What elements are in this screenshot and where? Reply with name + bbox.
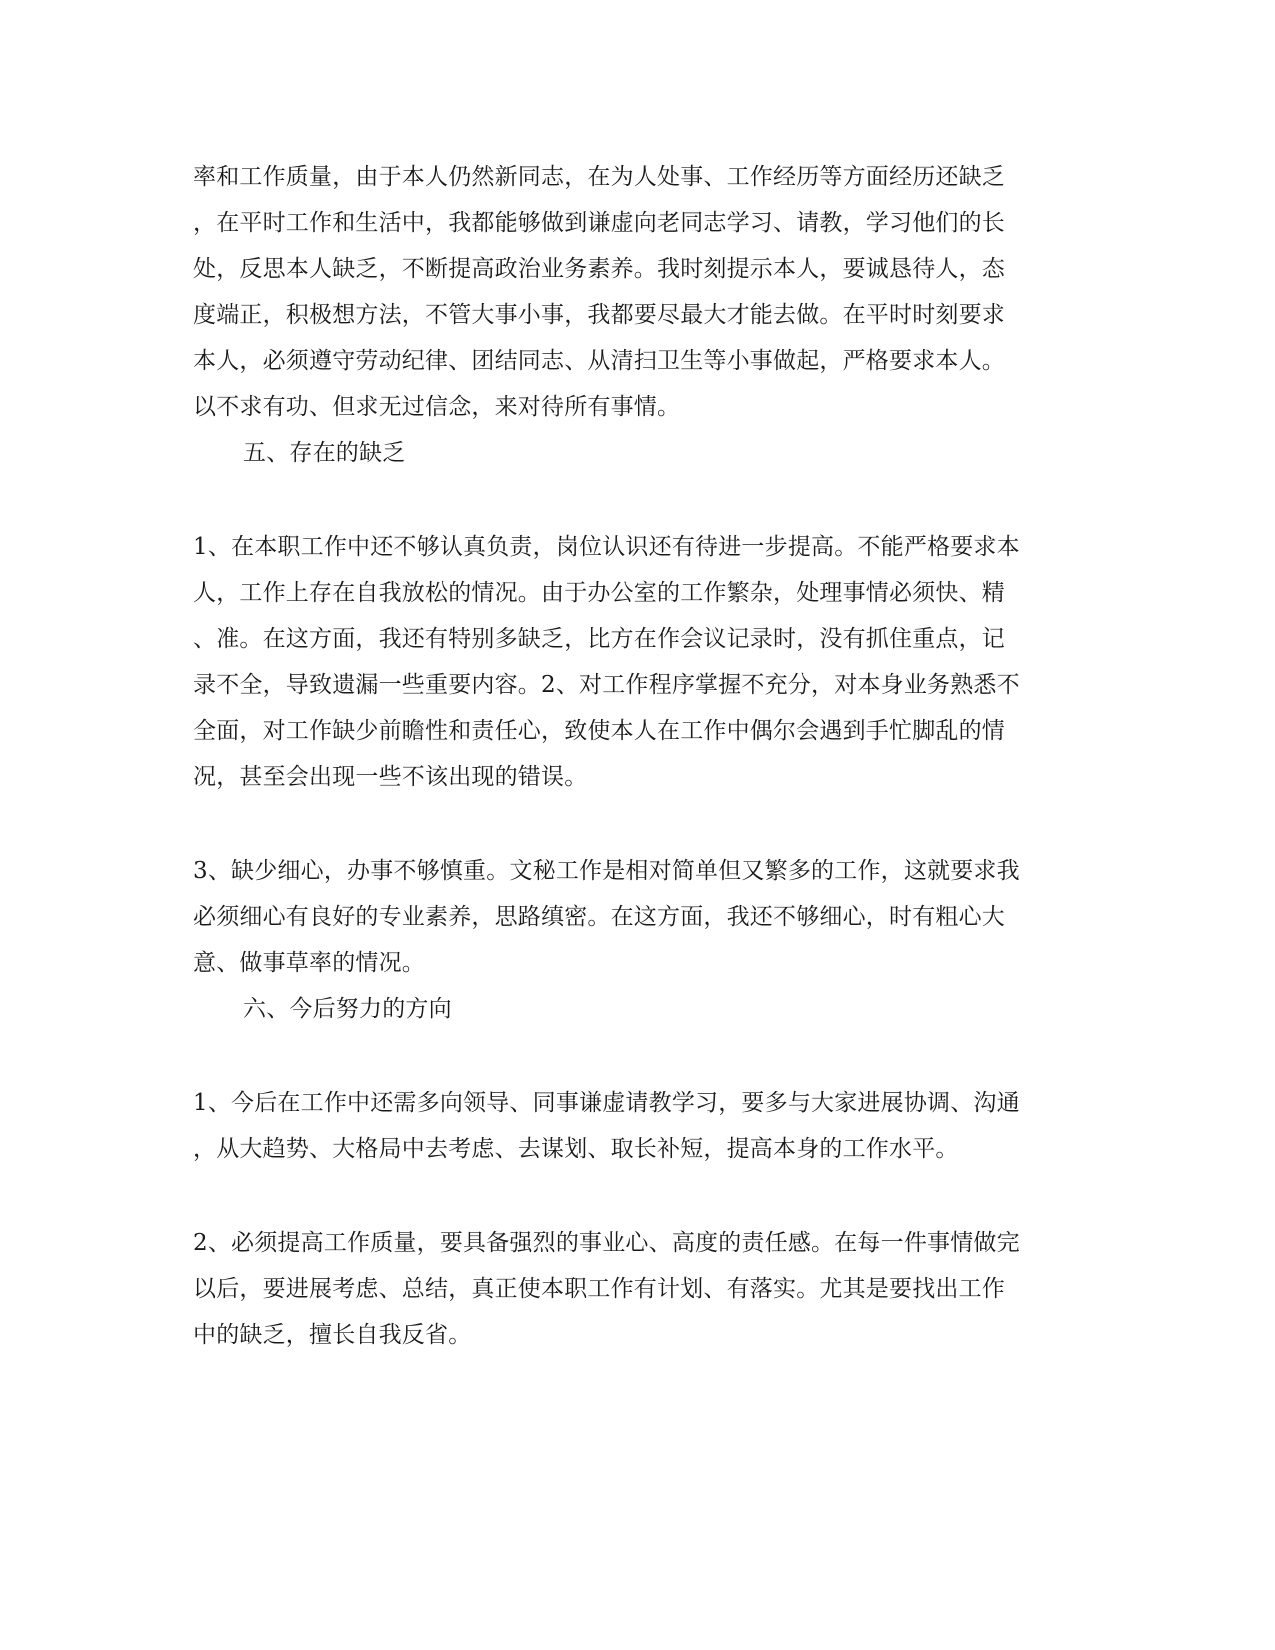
body-line: 况，甚至会出现一些不该出现的错误。	[193, 764, 588, 790]
body-line: 3、缺少细心，办事不够慎重。文秘工作是相对简单但又繁多的工作，这就要求我	[193, 858, 1020, 884]
body-line: 以后，要进展考虑、总结，真正使本职工作有计划、有落实。尤其是要找出工作	[193, 1276, 1005, 1302]
body-line: 录不全，导致遗漏一些重要内容。2、对工作程序掌握不充分，对本身业务熟悉不	[193, 672, 1020, 698]
body-line: ，在平时工作和生活中，我都能够做到谦虚向老同志学习、请教，学习他们的长	[193, 210, 1005, 236]
body-line: 率和工作质量，由于本人仍然新同志，在为人处事、工作经历等方面经历还缺乏	[193, 164, 1005, 190]
body-line: 1、今后在工作中还需多向领导、同事谦虚请教学习，要多与大家进展协调、沟通	[193, 1090, 1020, 1116]
section-heading-5: 五、存在的缺乏	[243, 440, 406, 466]
body-line: ，从大趋势、大格局中去考虑、去谋划、取长补短，提高本身的工作水平。	[193, 1136, 959, 1162]
body-line: 度端正，积极想方法，不管大事小事，我都要尽最大才能去做。在平时时刻要求	[193, 302, 1005, 328]
body-line: 意、做事草率的情况。	[193, 950, 425, 976]
body-line: 中的缺乏，擅长自我反省。	[193, 1322, 472, 1348]
section-heading-6: 六、今后努力的方向	[243, 996, 452, 1022]
body-line: 全面，对工作缺少前瞻性和责任心，致使本人在工作中偶尔会遇到手忙脚乱的情	[193, 718, 1005, 744]
body-line: 本人，必须遵守劳动纪律、团结同志、从清扫卫生等小事做起，严格要求本人。	[193, 348, 1005, 374]
body-line: 2、必须提高工作质量，要具备强烈的事业心、高度的责任感。在每一件事情做完	[193, 1230, 1020, 1256]
body-line: 必须细心有良好的专业素养，思路缜密。在这方面，我还不够细心，时有粗心大	[193, 904, 1005, 930]
body-line: 处，反思本人缺乏，不断提高政治业务素养。我时刻提示本人，要诚恳待人，态	[193, 256, 1005, 282]
body-line: 、准。在这方面，我还有特别多缺乏，比方在作会议记录时，没有抓住重点，记	[193, 626, 1005, 652]
body-line: 人，工作上存在自我放松的情况。由于办公室的工作繁杂，处理事情必须快、精	[193, 580, 1005, 606]
body-line: 1、在本职工作中还不够认真负责，岗位认识还有待进一步提高。不能严格要求本	[193, 534, 1020, 560]
body-line: 以不求有功、但求无过信念，来对待所有事情。	[193, 394, 681, 420]
